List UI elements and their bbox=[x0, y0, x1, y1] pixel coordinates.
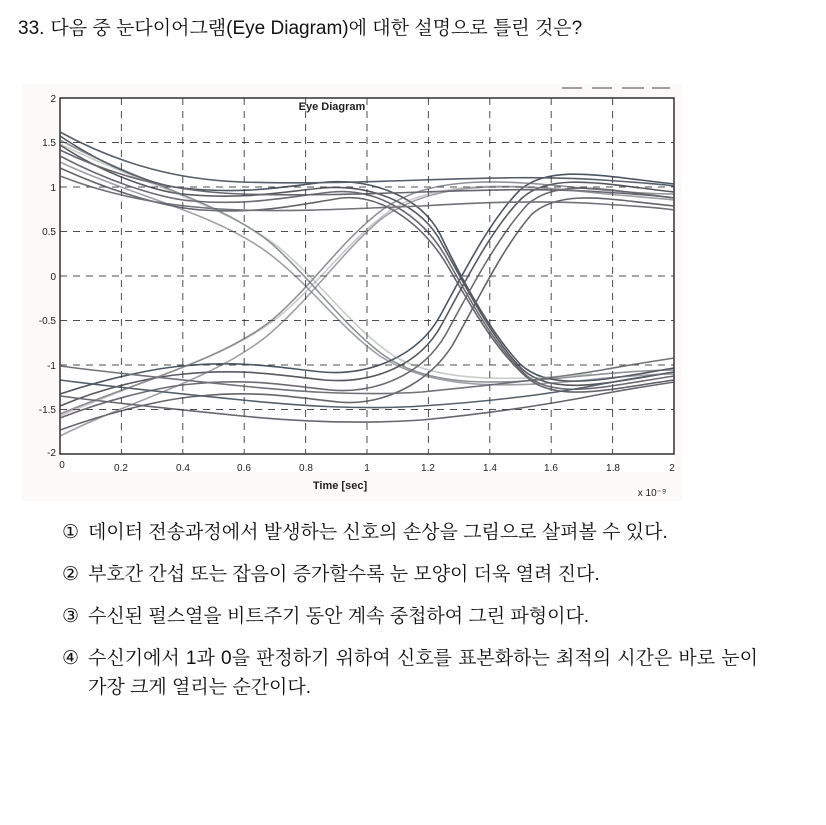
svg-text:0.5: 0.5 bbox=[42, 227, 56, 238]
svg-text:2: 2 bbox=[669, 463, 675, 474]
choice-marker-1: ① bbox=[62, 522, 80, 543]
choice-item[interactable] bbox=[62, 644, 762, 702]
svg-text:1.2: 1.2 bbox=[421, 463, 435, 474]
svg-text:0.2: 0.2 bbox=[114, 463, 128, 474]
svg-text:0: 0 bbox=[59, 460, 65, 471]
svg-text:0.8: 0.8 bbox=[299, 463, 313, 474]
chart-title: Eye Diagram bbox=[298, 101, 366, 113]
svg-text:0.4: 0.4 bbox=[176, 463, 190, 474]
svg-text:1: 1 bbox=[364, 463, 370, 474]
svg-text:1.5: 1.5 bbox=[42, 138, 56, 149]
choice-marker-4: ④ bbox=[62, 648, 80, 669]
eye-diagram-figure bbox=[22, 84, 682, 501]
x-axis-label: Time [sec] bbox=[312, 480, 368, 492]
svg-text:-0.5: -0.5 bbox=[38, 316, 56, 327]
svg-text:-1: -1 bbox=[47, 361, 56, 372]
svg-text:-2: -2 bbox=[47, 448, 56, 459]
choice-text-2: 부호간 간섭 또는 잡음이 증가할수록 눈 모양이 더욱 열려 진다. bbox=[88, 564, 600, 585]
question-number: 33. bbox=[18, 18, 45, 39]
choice-item[interactable] bbox=[62, 602, 762, 631]
choice-item[interactable] bbox=[62, 518, 762, 547]
x-axis-exponent: x 10⁻⁹ bbox=[637, 488, 667, 499]
choice-item[interactable] bbox=[62, 560, 762, 589]
svg-text:0: 0 bbox=[50, 272, 56, 283]
eye-diagram-svg bbox=[22, 84, 682, 501]
choice-text-4: 수신기에서 1과 0을 판정하기 위하여 신호를 표본화하는 최적의 시간은 바로 눈이 가장 크게 열리는 순간이다. bbox=[88, 648, 758, 698]
svg-text:2: 2 bbox=[50, 94, 56, 105]
question-block bbox=[18, 14, 808, 44]
choice-text-1: 데이터 전송과정에서 발생하는 신호의 손상을 그림으로 살펴볼 수 있다. bbox=[88, 522, 668, 543]
choice-marker-2: ② bbox=[62, 564, 80, 585]
svg-text:1: 1 bbox=[50, 183, 56, 194]
svg-text:-1.5: -1.5 bbox=[38, 405, 56, 416]
question-text: 다음 중 눈다이어그램(Eye Diagram)에 대한 설명으로 틀린 것은? bbox=[50, 18, 583, 39]
choices-list bbox=[62, 518, 762, 715]
svg-text:1.6: 1.6 bbox=[544, 463, 558, 474]
svg-text:0.6: 0.6 bbox=[237, 463, 251, 474]
choice-marker-3: ③ bbox=[62, 606, 80, 627]
choice-text-3: 수신된 펄스열을 비트주기 동안 계속 중첩하여 그린 파형이다. bbox=[88, 606, 590, 627]
svg-text:1.8: 1.8 bbox=[606, 463, 620, 474]
svg-text:1.4: 1.4 bbox=[483, 463, 497, 474]
